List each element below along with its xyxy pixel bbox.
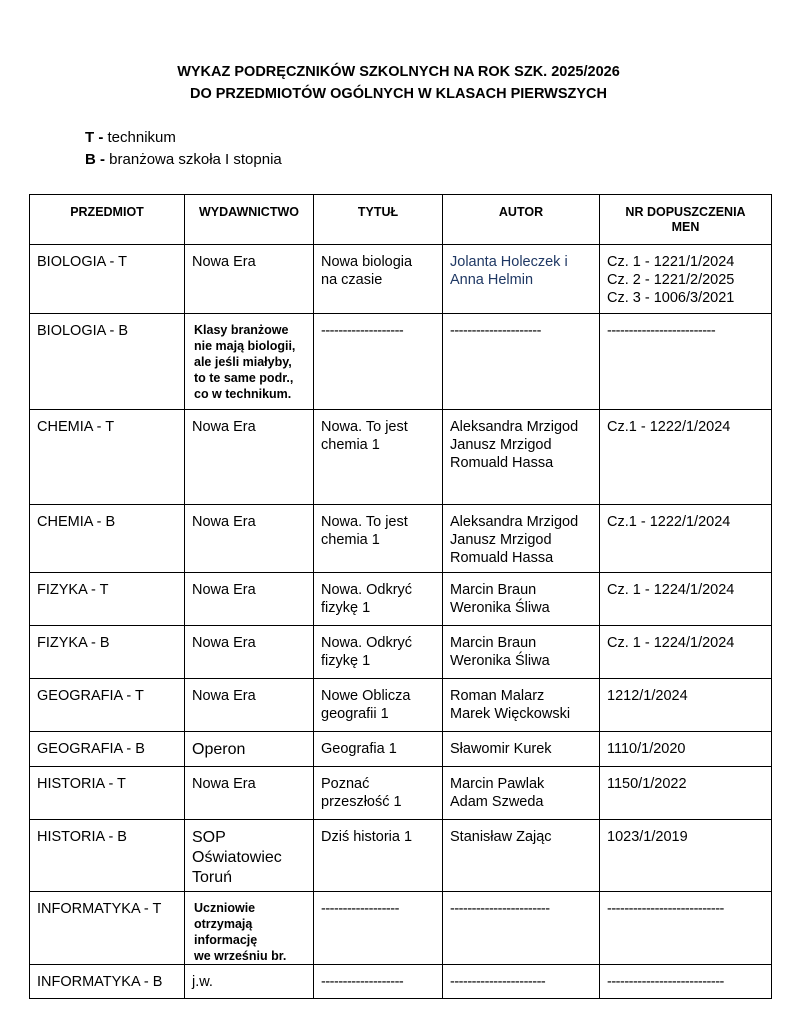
header-title: TYTUŁ [314, 195, 443, 245]
cell-line: Nowa biologia [321, 254, 413, 270]
cell-author [443, 314, 600, 410]
cell-line: chemia 1 [321, 532, 380, 548]
cell-line: Marcin Pawlak [450, 776, 545, 792]
cell-approval-number [600, 573, 772, 626]
cell-line: Nowa. Odkryć [321, 635, 413, 651]
table-header-row [30, 195, 772, 245]
cell-approval-number [600, 892, 772, 965]
cell-line: SOP [192, 829, 226, 846]
cell-line: Stanisław Zając [450, 829, 552, 845]
table-row [30, 965, 772, 999]
cell-line: --------------------------- [607, 974, 724, 990]
cell-publisher [185, 965, 314, 999]
cell-line: fizykę 1 [321, 600, 371, 616]
cell-line: Roman Malarz [450, 688, 545, 704]
cell-author [443, 626, 600, 679]
cell-line: Cz. 1 - 1224/1/2024 [607, 582, 735, 598]
table-row [30, 679, 772, 732]
cell-subject: GEOGRAFIA - B [30, 732, 185, 767]
cell-approval-number [600, 965, 772, 999]
cell-title [314, 573, 443, 626]
cell-line: Nowa Era [192, 419, 256, 435]
cell-author [443, 820, 600, 892]
cell-line: 1110/1/2020 [607, 741, 686, 757]
cell-line: Operon [192, 741, 246, 758]
cell-line: ------------------- [321, 323, 404, 339]
cell-subject: CHEMIA - T [30, 410, 185, 505]
cell-subject: INFORMATYKA - B [30, 965, 185, 999]
cell-author [443, 679, 600, 732]
cell-subject: CHEMIA - B [30, 505, 185, 573]
cell-line: Anna Helmin [450, 272, 534, 288]
legend-key: B - [85, 151, 105, 168]
header-publisher: WYDAWNICTWO [185, 195, 314, 245]
cell-line: Nowe Oblicza [321, 688, 411, 704]
cell-line: Janusz Mrzigod [450, 437, 552, 453]
cell-title [314, 892, 443, 965]
cell-line: Oświatowiec [192, 849, 282, 866]
cell-line: Nowa Era [192, 582, 256, 598]
cell-publisher [185, 410, 314, 505]
cell-line: 1150/1/2022 [607, 776, 687, 792]
cell-subject: FIZYKA - B [30, 626, 185, 679]
cell-line: --------------------------- [607, 901, 724, 917]
cell-line: to te same podr., [194, 371, 294, 385]
cell-line: Weronika Śliwa [450, 653, 550, 669]
cell-line: Cz. 1 - 1221/1/2024 [607, 254, 735, 270]
cell-approval-number [600, 626, 772, 679]
cell-line: ---------------------- [450, 974, 546, 990]
table-row [30, 573, 772, 626]
cell-line: Nowa. To jest [321, 514, 408, 530]
cell-subject: GEOGRAFIA - T [30, 679, 185, 732]
header-approval-number: NR DOPUSZCZENIA MEN [600, 195, 772, 245]
table-row [30, 767, 772, 820]
cell-line: chemia 1 [321, 437, 380, 453]
cell-author [443, 892, 600, 965]
cell-line: Marcin Braun [450, 582, 537, 598]
cell-line: co w technikum. [194, 387, 292, 401]
cell-publisher [185, 732, 314, 767]
cell-title [314, 505, 443, 573]
cell-line: Janusz Mrzigod [450, 532, 552, 548]
cell-line: ------------------- [321, 974, 404, 990]
cell-publisher [185, 820, 314, 892]
cell-publisher [185, 679, 314, 732]
cell-line: ------------------------- [607, 323, 716, 339]
cell-author [443, 965, 600, 999]
cell-title [314, 965, 443, 999]
cell-line: Romuald Hassa [450, 550, 554, 566]
cell-subject: FIZYKA - T [30, 573, 185, 626]
cell-line: ----------------------- [450, 901, 550, 917]
cell-publisher [185, 505, 314, 573]
table-row [30, 505, 772, 573]
legend-text: technikum [103, 129, 176, 146]
cell-line: we wrześniu br. [194, 949, 287, 963]
cell-line: Geografia 1 [321, 741, 397, 757]
cell-line: Nowa Era [192, 635, 256, 651]
cell-author [443, 573, 600, 626]
table-body [30, 245, 772, 999]
cell-line: 1023/1/2019 [607, 829, 688, 845]
cell-title [314, 245, 443, 314]
cell-publisher [185, 767, 314, 820]
cell-title [314, 410, 443, 505]
cell-line: --------------------- [450, 323, 541, 339]
cell-line: przeszłość 1 [321, 794, 402, 810]
cell-publisher [185, 626, 314, 679]
cell-line: Nowa. To jest [321, 419, 408, 435]
cell-line: Marcin Braun [450, 635, 537, 651]
cell-publisher [185, 892, 314, 965]
cell-subject: BIOLOGIA - B [30, 314, 185, 410]
cell-line: ------------------ [321, 901, 399, 917]
cell-line: Cz. 3 - 1006/3/2021 [607, 290, 735, 306]
cell-line: otrzymają [194, 917, 253, 931]
cell-author [443, 767, 600, 820]
cell-line: nie mają biologii, [194, 339, 296, 353]
cell-author [443, 410, 600, 505]
cell-approval-number [600, 679, 772, 732]
cell-line: Romuald Hassa [450, 455, 554, 471]
document-title-line1: WYKAZ PODRĘCZNIKÓW SZKOLNYCH NA ROK SZK. 2025/2026 [177, 64, 620, 80]
cell-publisher [185, 573, 314, 626]
cell-subject: HISTORIA - B [30, 820, 185, 892]
cell-publisher [185, 245, 314, 314]
header-author: AUTOR [443, 195, 600, 245]
cell-line: Aleksandra Mrzigod [450, 514, 579, 530]
cell-line: Nowa Era [192, 776, 256, 792]
header-subject: PRZEDMIOT [30, 195, 185, 245]
cell-line: Nowa. Odkryć [321, 582, 413, 598]
cell-line: Nowa Era [192, 514, 256, 530]
cell-line: Cz.1 - 1222/1/2024 [607, 419, 731, 435]
table-row [30, 892, 772, 965]
textbook-table [29, 194, 772, 999]
cell-line: Cz. 1 - 1224/1/2024 [607, 635, 735, 651]
cell-author [443, 732, 600, 767]
table-row [30, 820, 772, 892]
cell-approval-number [600, 314, 772, 410]
document-title-line2: DO PRZEDMIOTÓW OGÓLNYCH W KLASACH PIERWSZYCH [189, 86, 607, 102]
cell-line: Toruń [192, 869, 233, 886]
cell-subject: INFORMATYKA - T [30, 892, 185, 965]
cell-line: 1212/1/2024 [607, 688, 688, 704]
legend-key: T - [85, 129, 104, 146]
table-row [30, 626, 772, 679]
cell-approval-number [600, 732, 772, 767]
legend-technikum [85, 129, 176, 146]
cell-approval-number [600, 410, 772, 505]
cell-author [443, 245, 600, 314]
cell-line: fizykę 1 [321, 653, 371, 669]
cell-line: Marek Więckowski [450, 706, 571, 722]
cell-line: Nowa Era [192, 254, 256, 270]
legend-text: branżowa szkoła I stopnia [105, 151, 282, 168]
cell-line: geografii 1 [321, 706, 389, 722]
cell-approval-number [600, 767, 772, 820]
cell-title [314, 314, 443, 410]
cell-line: Cz.1 - 1222/1/2024 [607, 514, 731, 530]
cell-title [314, 626, 443, 679]
cell-title [314, 679, 443, 732]
cell-line: Aleksandra Mrzigod [450, 419, 579, 435]
table-row [30, 314, 772, 410]
cell-title [314, 767, 443, 820]
table-row [30, 732, 772, 767]
cell-line: Dziś historia 1 [321, 829, 413, 845]
cell-title [314, 820, 443, 892]
cell-approval-number [600, 245, 772, 314]
cell-line: Jolanta Holeczek i [450, 254, 568, 270]
cell-line: Adam Szweda [450, 794, 544, 810]
cell-line: na czasie [321, 272, 383, 288]
cell-line: Weronika Śliwa [450, 600, 550, 616]
cell-line: Poznać [321, 776, 370, 792]
cell-line: Sławomir Kurek [450, 741, 552, 757]
cell-line: ale jeśli miałyby, [194, 355, 292, 369]
cell-approval-number [600, 820, 772, 892]
cell-line: j.w. [192, 974, 213, 990]
cell-line: Nowa Era [192, 688, 256, 704]
cell-author [443, 505, 600, 573]
cell-title [314, 732, 443, 767]
cell-line: informację [194, 933, 258, 947]
table-row [30, 410, 772, 505]
table-row [30, 245, 772, 314]
cell-subject: BIOLOGIA - T [30, 245, 185, 314]
cell-line: Uczniowie [194, 901, 256, 915]
cell-line: Klasy branżowe [194, 323, 289, 337]
legend-branzowa [85, 151, 282, 168]
cell-publisher [185, 314, 314, 410]
cell-subject: HISTORIA - T [30, 767, 185, 820]
cell-approval-number [600, 505, 772, 573]
cell-line: Cz. 2 - 1221/2/2025 [607, 272, 735, 288]
